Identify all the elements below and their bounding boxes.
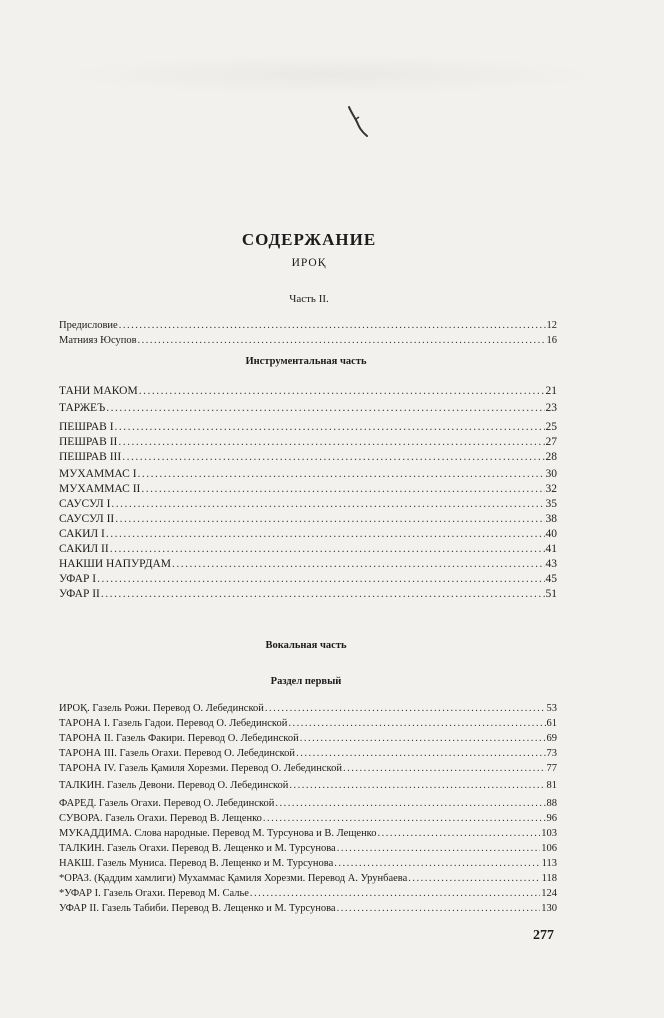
entry-page-number: 124 <box>541 888 557 899</box>
instrumental-entry <box>59 467 557 482</box>
vocal-entry <box>59 716 557 731</box>
entry-page-number: 96 <box>546 813 557 824</box>
dot-leader <box>296 746 545 761</box>
paper-smudge <box>60 55 600 95</box>
dot-leader <box>408 871 540 886</box>
dot-leader <box>115 512 544 527</box>
entry-title: САКИЛ II <box>59 543 109 555</box>
dot-leader <box>378 826 541 841</box>
entry-title: МУКАДДИМА. Слова народные. Перевод М. Турсунова и В. Лещенко <box>59 828 377 839</box>
dot-leader <box>138 333 546 348</box>
instrumental-entry <box>59 527 557 542</box>
dot-leader <box>101 587 545 602</box>
ink-mark <box>345 104 375 140</box>
vocal-entry <box>59 826 557 841</box>
entry-page-number: 130 <box>541 903 557 914</box>
entry-page-number: 81 <box>546 780 557 791</box>
entry-page-number: 106 <box>541 843 557 854</box>
entry-title: НАКШИ НАПУРДАМ <box>59 558 172 570</box>
dot-leader <box>97 572 544 587</box>
dot-leader <box>337 841 541 856</box>
entry-title: МУХАММАС II <box>59 483 141 495</box>
dot-leader <box>106 401 544 416</box>
entry-page-number: 41 <box>545 543 557 555</box>
entry-title: САКИЛ I <box>59 528 105 540</box>
dot-leader <box>106 527 545 542</box>
entry-page-number: 45 <box>545 573 557 585</box>
entry-title: ТАЛКИН. Газель Огахи. Перевод В. Лещенко и М. Турсунова <box>59 843 336 854</box>
toc-preface-list <box>59 318 557 348</box>
toc-instrumental-list <box>59 384 557 602</box>
dot-leader <box>111 497 544 512</box>
part-label: Часть II. <box>289 293 329 305</box>
vocal-entry <box>59 871 557 886</box>
dot-leader <box>275 796 545 811</box>
instrumental-entry <box>59 482 557 497</box>
page-subtitle: ИРОҚ <box>291 257 327 269</box>
entry-page-number: 69 <box>546 733 557 744</box>
dot-leader <box>337 901 541 916</box>
toc-vocal-list <box>59 701 557 916</box>
entry-title: ТАРОНА III. Газель Огахи. Перевод О. Лебединской <box>59 748 296 759</box>
entry-page-number: 35 <box>545 498 557 510</box>
dot-leader <box>265 701 546 716</box>
dot-leader <box>300 731 546 746</box>
entry-page-number: 25 <box>545 421 557 433</box>
vocal-entry <box>59 778 557 793</box>
entry-page-number: 12 <box>546 320 557 331</box>
entry-title: СУВОРА. Газель Огахи. Перевод В. Лещенко <box>59 813 262 824</box>
instrumental-entry <box>59 450 557 465</box>
dot-leader <box>343 761 546 776</box>
entry-page-number: 53 <box>546 703 557 714</box>
entry-title: ТАНИ МАКОМ <box>59 385 138 397</box>
entry-title: УФАР I <box>59 573 97 585</box>
vocal-entry <box>59 701 557 716</box>
entry-title: *УФАР I. Газель Огахи. Перевод М. Салье <box>59 888 249 899</box>
dot-leader <box>250 886 540 901</box>
entry-page-number: 51 <box>545 588 557 600</box>
entry-page-number: 113 <box>541 858 557 869</box>
vocal-entry <box>59 841 557 856</box>
vocal-entry <box>59 731 557 746</box>
vocal-entry <box>59 746 557 761</box>
vocal-entry <box>59 811 557 826</box>
entry-page-number: 61 <box>546 718 557 729</box>
vocal-entry <box>59 901 557 916</box>
dot-leader <box>122 450 544 465</box>
entry-title: ФАРЕД. Газель Огахи. Перевод О. Лебединской <box>59 798 275 809</box>
vocal-entry <box>59 886 557 901</box>
entry-page-number: 23 <box>545 402 557 414</box>
instrumental-entry <box>59 557 557 572</box>
instrumental-entry <box>59 542 557 557</box>
entry-title: Предисловие <box>59 320 118 331</box>
entry-title: УФАР II <box>59 588 100 600</box>
preface-entry <box>59 318 557 333</box>
dot-leader <box>115 420 545 435</box>
section-heading-instrumental: Инструментальная часть <box>245 356 367 367</box>
entry-page-number: 16 <box>546 335 557 346</box>
entry-page-number: 30 <box>545 468 557 480</box>
entry-title: Матнияз Юсупов <box>59 335 137 346</box>
vocal-entry <box>59 761 557 776</box>
instrumental-entry <box>59 420 557 435</box>
entry-page-number: 28 <box>545 451 557 463</box>
instrumental-entry <box>59 587 557 602</box>
instrumental-entry <box>59 435 557 450</box>
entry-title: ИРОҚ. Газель Рожи. Перевод О. Лебединской <box>59 703 264 714</box>
dot-leader <box>172 557 544 572</box>
entry-title: ТАЛКИН. Газель Девони. Перевод О. Лебединской <box>59 780 289 791</box>
instrumental-entry <box>59 384 557 399</box>
dot-leader <box>119 318 546 333</box>
dot-leader <box>289 778 545 793</box>
dot-leader <box>139 384 545 399</box>
dot-leader <box>334 856 540 871</box>
preface-entry <box>59 333 557 348</box>
entry-page-number: 103 <box>541 828 557 839</box>
instrumental-entry <box>59 512 557 527</box>
dot-leader <box>288 716 545 731</box>
section-heading-vocal: Вокальная часть <box>265 640 347 651</box>
entry-page-number: 73 <box>546 748 557 759</box>
vocal-entry <box>59 856 557 871</box>
instrumental-entry <box>59 572 557 587</box>
entry-title: МУХАММАС I <box>59 468 137 480</box>
entry-title: САУСУЛ I <box>59 498 111 510</box>
entry-page-number: 43 <box>545 558 557 570</box>
entry-title: *ОРАЗ. (Қаддим хамлиги) Мухаммас Қамиля Хорезми. Перевод А. Урунбаева <box>59 873 408 884</box>
entry-title: САУСУЛ II <box>59 513 115 525</box>
dot-leader <box>141 482 544 497</box>
entry-title: ПЕШРАВ III <box>59 451 122 463</box>
entry-page-number: 88 <box>546 798 557 809</box>
entry-page-number: 21 <box>545 385 557 397</box>
instrumental-entry <box>59 497 557 512</box>
entry-page-number: 118 <box>541 873 557 884</box>
entry-page-number: 40 <box>545 528 557 540</box>
vocal-entry <box>59 796 557 811</box>
entry-title: ТАРОНА II. Газель Факири. Перевод О. Лебединской <box>59 733 299 744</box>
dot-leader <box>263 811 546 826</box>
page-title: СОДЕРЖАНИЕ <box>241 230 377 249</box>
entry-title: ТАРЖЕЪ <box>59 402 106 414</box>
entry-title: ТАРОНА IV. Газель Қамиля Хорезми. Перевод О. Лебединской <box>59 763 342 774</box>
entry-title: ТАРОНА I. Газель Гадои. Перевод О. Лебединской <box>59 718 288 729</box>
section-heading-first: Раздел первый <box>270 676 342 687</box>
entry-page-number: 77 <box>546 763 557 774</box>
dot-leader <box>138 467 545 482</box>
dot-leader <box>118 435 544 450</box>
entry-page-number: 38 <box>545 513 557 525</box>
entry-title: ПЕШРАВ I <box>59 421 114 433</box>
entry-title: ПЕШРАВ II <box>59 436 118 448</box>
entry-title: УФАР II. Газель Табиби. Перевод В. Лещенко и М. Турсунова <box>59 903 336 914</box>
dot-leader <box>110 542 545 557</box>
instrumental-entry <box>59 401 557 416</box>
entry-page-number: 32 <box>545 483 557 495</box>
entry-title: НАКШ. Газель Муниса. Перевод В. Лещенко и М. Турсунова <box>59 858 334 869</box>
entry-page-number: 27 <box>545 436 557 448</box>
page-number: 277 <box>533 928 554 943</box>
